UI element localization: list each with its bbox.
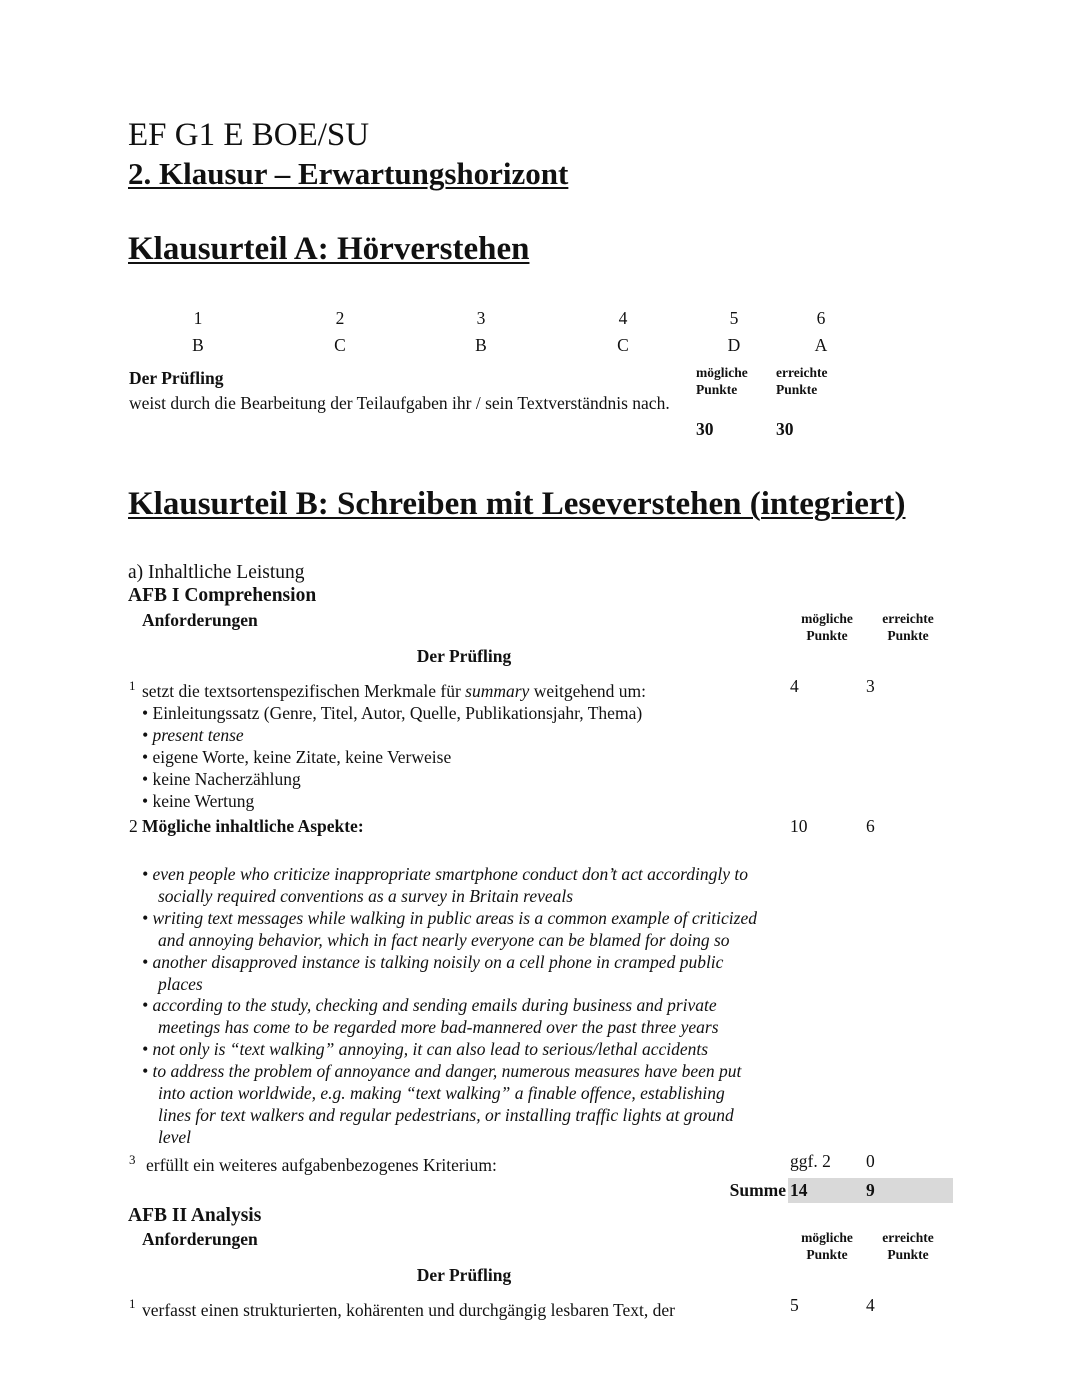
answer-letter: D — [727, 335, 741, 355]
afb2-title: AFB II Analysis — [128, 1205, 262, 1226]
item3-text: erfüllt ein weiteres aufgabenbezogenes Kriterium: — [146, 1155, 497, 1175]
page-title: 2. Klausur – Erwartungshorizont — [128, 156, 569, 191]
afb2-possible-header: mögliche Punkte — [801, 1230, 853, 1262]
possible-points: 30 — [696, 419, 714, 439]
item2-number: 2 — [129, 816, 138, 836]
afb2-item1-achieved: 4 — [866, 1295, 875, 1315]
answer-letter: B — [192, 335, 204, 355]
achieved-points: 30 — [776, 419, 794, 439]
sum-achieved: 9 — [866, 1180, 875, 1200]
sum-possible: 14 — [790, 1180, 808, 1200]
item3-possible: ggf. 2 — [790, 1151, 831, 1171]
content-aspect-line: socially required conventions as a survey in Britain reveals — [158, 885, 574, 906]
item2-possible: 10 — [790, 816, 808, 836]
text-emphasis: summary — [465, 681, 530, 701]
content-aspect-line: meetings has come to be regarded more bad-mannered over the past three years — [158, 1017, 719, 1038]
possible-points-header: mögliche Punkte — [696, 365, 748, 397]
content-aspect-line: • even people who criticize inappropriate smartphone conduct don’t act accordingly to — [142, 864, 749, 884]
text: weitgehend um: — [529, 681, 646, 701]
answer-letter: A — [814, 335, 828, 355]
item2-achieved: 6 — [866, 816, 875, 836]
question-number: 2 — [335, 308, 345, 328]
item2-text: Mögliche inhaltliche Aspekte: — [142, 816, 364, 836]
content-aspect-line: • according to the study, checking and sending emails during business and private — [142, 995, 717, 1016]
afb2-requirements: Anforderungen — [142, 1229, 258, 1249]
item1-achieved: 3 — [866, 676, 875, 696]
sum-label: Summe — [729, 1180, 786, 1200]
question-number: 3 — [476, 308, 486, 328]
content-aspect-line: • not only is “text walking” annoying, it can also lead to serious/lethal accidents — [142, 1039, 709, 1060]
criteria-bullet: • Einleitungssatz (Genre, Titel, Autor, Quelle, Publikationsjahr, Thema) — [142, 703, 643, 723]
content-aspect-line: and annoying behavior, which in fact nearly everyone can be blamed for doing so — [158, 929, 730, 950]
afb2-achieved-header: erreichte Punkte — [882, 1230, 934, 1262]
item-number: 1 — [129, 678, 136, 693]
question-number: 4 — [618, 308, 628, 328]
text: setzt die textsortenspezifischen Merkmale für — [142, 681, 466, 701]
afb1-requirements: Anforderungen — [142, 610, 258, 630]
question-number: 5 — [729, 308, 739, 328]
criteria-bullet: • keine Wertung — [142, 791, 255, 811]
afb2-item1-possible: 5 — [790, 1295, 799, 1315]
item3-achieved: 0 — [866, 1151, 875, 1171]
content-aspect-line: • to address the problem of annoyance and danger, numerous measures have been put — [142, 1061, 742, 1082]
course-code: EF G1 E BOE/SU — [128, 117, 370, 153]
content-aspect-line: lines for text walkers and regular pedestrians, or installing traffic lights at ground — [158, 1104, 734, 1125]
content-aspect-line: into action worldwide, e.g. making “text walking” a finable offence, establishing — [158, 1083, 725, 1103]
answer-letter: C — [334, 335, 346, 355]
content-aspect-line: level — [158, 1126, 192, 1147]
afb2-item1-text: verfasst einen strukturierten, kohärenten und durchgängig lesbaren Text, der — [142, 1300, 675, 1320]
achieved-points-header: erreichte Punkte — [776, 365, 828, 397]
part-b-heading: Klausurteil B: Schreiben mit Leseverstehen (integriert) — [128, 486, 906, 522]
answer-letter: B — [475, 335, 487, 355]
answer-letter: C — [617, 335, 629, 355]
pruefling-label: Der Prüfling — [129, 368, 224, 388]
afb2-pruefling: Der Prüfling — [416, 1265, 512, 1285]
part-b-subheading: a) Inhaltliche Leistung — [128, 562, 305, 583]
part-a-description: weist durch die Bearbeitung der Teilaufgaben ihr / sein Textverständnis nach. — [129, 393, 670, 413]
question-number: 6 — [816, 308, 826, 328]
item1-possible: 4 — [790, 676, 799, 696]
afb1-title: AFB I Comprehension — [128, 585, 317, 606]
afb1-pruefling: Der Prüfling — [416, 646, 512, 666]
question-number: 1 — [193, 308, 203, 328]
content-aspect-line: places — [158, 973, 203, 994]
criteria-bullet: • present tense — [142, 725, 244, 745]
part-a-heading: Klausurteil A: Hörverstehen — [128, 231, 530, 267]
content-aspect-line: • writing text messages while walking in public areas is a common example of criticized — [142, 907, 757, 928]
item3-number: 3 — [129, 1152, 136, 1167]
afb1-possible-header: mögliche Punkte — [801, 611, 853, 643]
afb1-item1-text — [142, 683, 646, 701]
criteria-bullet: • eigene Worte, keine Zitate, keine Verweise — [142, 747, 452, 767]
afb1-achieved-header: erreichte Punkte — [882, 611, 934, 643]
criteria-bullet: • keine Nacherzählung — [142, 769, 301, 789]
content-aspect-line: • another disapproved instance is talking noisily on a cell phone in cramped public — [142, 951, 724, 972]
afb2-item1-number: 1 — [129, 1296, 136, 1311]
